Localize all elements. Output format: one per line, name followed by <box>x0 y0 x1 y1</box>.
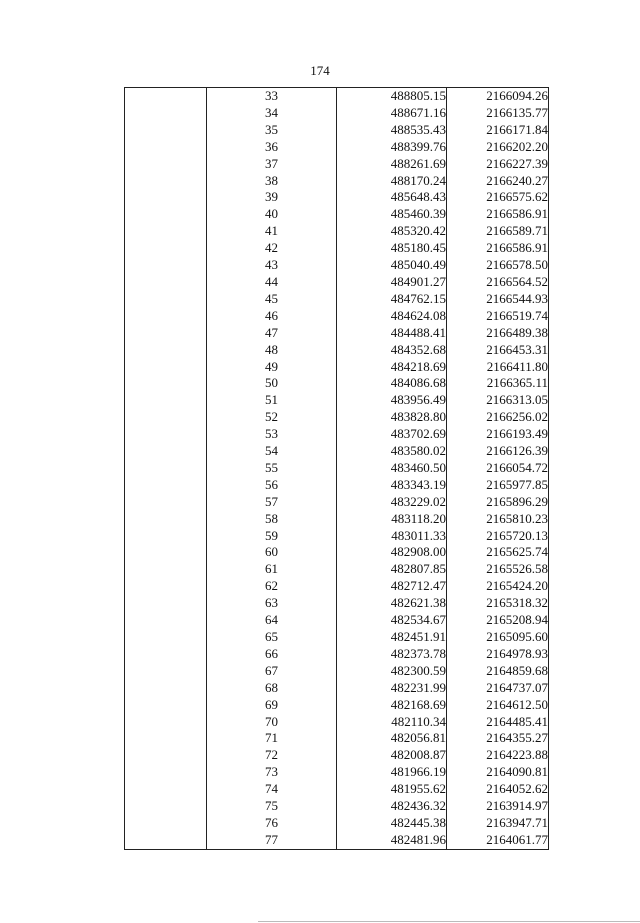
point-number-cell: 44 <box>207 274 337 291</box>
y-coordinate-cell: 2166054.72 <box>447 460 549 477</box>
y-coordinate-cell: 2166256.02 <box>447 409 549 426</box>
blank-cell <box>125 359 207 376</box>
point-number-cell: 42 <box>207 240 337 257</box>
x-coordinate-cell: 488805.15 <box>337 88 447 105</box>
point-number-cell: 39 <box>207 189 337 206</box>
x-coordinate-cell: 482231.99 <box>337 680 447 697</box>
x-coordinate-cell: 488399.76 <box>337 139 447 156</box>
y-coordinate-cell: 2166193.49 <box>447 426 549 443</box>
point-number-cell: 66 <box>207 646 337 663</box>
x-coordinate-cell: 484624.08 <box>337 308 447 325</box>
y-coordinate-cell: 2166135.77 <box>447 105 549 122</box>
table-row <box>125 511 549 528</box>
table-row <box>125 815 549 832</box>
y-coordinate-cell: 2165318.32 <box>447 595 549 612</box>
x-coordinate-cell: 484352.68 <box>337 342 447 359</box>
x-coordinate-cell: 482056.81 <box>337 730 447 747</box>
x-coordinate-cell: 482451.91 <box>337 629 447 646</box>
x-coordinate-cell: 482373.78 <box>337 646 447 663</box>
point-number-cell: 68 <box>207 680 337 697</box>
table-row <box>125 443 549 460</box>
blank-cell <box>125 798 207 815</box>
blank-cell <box>125 494 207 511</box>
y-coordinate-cell: 2165625.74 <box>447 544 549 561</box>
point-number-cell: 48 <box>207 342 337 359</box>
point-number-cell: 64 <box>207 612 337 629</box>
y-coordinate-cell: 2166094.26 <box>447 88 549 105</box>
y-coordinate-cell: 2164355.27 <box>447 730 549 747</box>
y-coordinate-cell: 2166171.84 <box>447 122 549 139</box>
blank-cell <box>125 781 207 798</box>
table-row <box>125 325 549 342</box>
blank-cell <box>125 477 207 494</box>
blank-cell <box>125 173 207 190</box>
point-number-cell: 77 <box>207 832 337 849</box>
blank-cell <box>125 578 207 595</box>
y-coordinate-cell: 2166564.52 <box>447 274 549 291</box>
point-number-cell: 69 <box>207 697 337 714</box>
x-coordinate-cell: 484488.41 <box>337 325 447 342</box>
table-row <box>125 122 549 139</box>
x-coordinate-cell: 482008.87 <box>337 747 447 764</box>
y-coordinate-cell: 2166365.11 <box>447 375 549 392</box>
blank-cell <box>125 325 207 342</box>
y-coordinate-cell: 2164061.77 <box>447 832 549 849</box>
x-coordinate-cell: 485648.43 <box>337 189 447 206</box>
blank-cell <box>125 189 207 206</box>
blank-cell <box>125 646 207 663</box>
blank-cell <box>125 612 207 629</box>
bottom-edge-line <box>258 921 640 922</box>
y-coordinate-cell: 2164612.50 <box>447 697 549 714</box>
table-row <box>125 663 549 680</box>
x-coordinate-cell: 483828.80 <box>337 409 447 426</box>
x-coordinate-cell: 484218.69 <box>337 359 447 376</box>
table-row <box>125 257 549 274</box>
blank-cell <box>125 88 207 105</box>
point-number-cell: 51 <box>207 392 337 409</box>
table-row <box>125 477 549 494</box>
table-row <box>125 781 549 798</box>
x-coordinate-cell: 483343.19 <box>337 477 447 494</box>
coordinates-table <box>124 87 549 850</box>
point-number-cell: 60 <box>207 544 337 561</box>
x-coordinate-cell: 484762.15 <box>337 291 447 308</box>
blank-cell <box>125 426 207 443</box>
y-coordinate-cell: 2166544.93 <box>447 291 549 308</box>
blank-cell <box>125 544 207 561</box>
blank-cell <box>125 511 207 528</box>
blank-cell <box>125 595 207 612</box>
point-number-cell: 54 <box>207 443 337 460</box>
x-coordinate-cell: 482481.96 <box>337 832 447 849</box>
table-row <box>125 189 549 206</box>
y-coordinate-cell: 2166202.20 <box>447 139 549 156</box>
x-coordinate-cell: 483011.33 <box>337 528 447 545</box>
x-coordinate-cell: 483702.69 <box>337 426 447 443</box>
table-row <box>125 629 549 646</box>
point-number-cell: 33 <box>207 88 337 105</box>
table-row <box>125 375 549 392</box>
x-coordinate-cell: 483580.02 <box>337 443 447 460</box>
point-number-cell: 52 <box>207 409 337 426</box>
x-coordinate-cell: 482534.67 <box>337 612 447 629</box>
y-coordinate-cell: 2166575.62 <box>447 189 549 206</box>
point-number-cell: 40 <box>207 206 337 223</box>
point-number-cell: 73 <box>207 764 337 781</box>
x-coordinate-cell: 482712.47 <box>337 578 447 595</box>
blank-cell <box>125 291 207 308</box>
table-row <box>125 680 549 697</box>
y-coordinate-cell: 2163947.71 <box>447 815 549 832</box>
point-number-cell: 76 <box>207 815 337 832</box>
table-row <box>125 595 549 612</box>
y-coordinate-cell: 2165977.85 <box>447 477 549 494</box>
y-coordinate-cell: 2166313.05 <box>447 392 549 409</box>
table-row <box>125 409 549 426</box>
x-coordinate-cell: 483229.02 <box>337 494 447 511</box>
blank-cell <box>125 105 207 122</box>
x-coordinate-cell: 488535.43 <box>337 122 447 139</box>
x-coordinate-cell: 485180.45 <box>337 240 447 257</box>
table-row <box>125 342 549 359</box>
y-coordinate-cell: 2163914.97 <box>447 798 549 815</box>
blank-cell <box>125 257 207 274</box>
x-coordinate-cell: 488261.69 <box>337 156 447 173</box>
y-coordinate-cell: 2166586.91 <box>447 206 549 223</box>
point-number-cell: 46 <box>207 308 337 325</box>
table-row <box>125 88 549 105</box>
x-coordinate-cell: 488671.16 <box>337 105 447 122</box>
y-coordinate-cell: 2164737.07 <box>447 680 549 697</box>
table-row <box>125 612 549 629</box>
y-coordinate-cell: 2166578.50 <box>447 257 549 274</box>
blank-cell <box>125 409 207 426</box>
y-coordinate-cell: 2164223.88 <box>447 747 549 764</box>
point-number-cell: 65 <box>207 629 337 646</box>
x-coordinate-cell: 482300.59 <box>337 663 447 680</box>
point-number-cell: 61 <box>207 561 337 578</box>
point-number-cell: 38 <box>207 173 337 190</box>
table-row <box>125 544 549 561</box>
table-row <box>125 646 549 663</box>
y-coordinate-cell: 2165896.29 <box>447 494 549 511</box>
table-row <box>125 494 549 511</box>
page-number: 174 <box>310 63 330 78</box>
table-row <box>125 764 549 781</box>
y-coordinate-cell: 2166489.38 <box>447 325 549 342</box>
x-coordinate-cell: 482807.85 <box>337 561 447 578</box>
blank-cell <box>125 629 207 646</box>
x-coordinate-cell: 481966.19 <box>337 764 447 781</box>
blank-cell <box>125 697 207 714</box>
y-coordinate-cell: 2164090.81 <box>447 764 549 781</box>
x-coordinate-cell: 482445.38 <box>337 815 447 832</box>
y-coordinate-cell: 2166126.39 <box>447 443 549 460</box>
blank-cell <box>125 443 207 460</box>
blank-cell <box>125 274 207 291</box>
point-number-cell: 34 <box>207 105 337 122</box>
table-row <box>125 173 549 190</box>
blank-cell <box>125 747 207 764</box>
y-coordinate-cell: 2166411.80 <box>447 359 549 376</box>
table-row <box>125 798 549 815</box>
table-row <box>125 206 549 223</box>
y-coordinate-cell: 2166586.91 <box>447 240 549 257</box>
blank-cell <box>125 714 207 731</box>
y-coordinate-cell: 2165526.58 <box>447 561 549 578</box>
table-row <box>125 359 549 376</box>
table-row <box>125 747 549 764</box>
blank-cell <box>125 815 207 832</box>
table-row <box>125 578 549 595</box>
blank-cell <box>125 730 207 747</box>
point-number-cell: 36 <box>207 139 337 156</box>
point-number-cell: 59 <box>207 528 337 545</box>
y-coordinate-cell: 2166519.74 <box>447 308 549 325</box>
point-number-cell: 43 <box>207 257 337 274</box>
point-number-cell: 71 <box>207 730 337 747</box>
table-row <box>125 223 549 240</box>
blank-cell <box>125 206 207 223</box>
point-number-cell: 63 <box>207 595 337 612</box>
point-number-cell: 41 <box>207 223 337 240</box>
y-coordinate-cell: 2166240.27 <box>447 173 549 190</box>
blank-cell <box>125 392 207 409</box>
point-number-cell: 37 <box>207 156 337 173</box>
blank-cell <box>125 680 207 697</box>
table-row <box>125 291 549 308</box>
blank-cell <box>125 375 207 392</box>
blank-cell <box>125 663 207 680</box>
y-coordinate-cell: 2164052.62 <box>447 781 549 798</box>
point-number-cell: 47 <box>207 325 337 342</box>
point-number-cell: 35 <box>207 122 337 139</box>
x-coordinate-cell: 482908.00 <box>337 544 447 561</box>
blank-cell <box>125 460 207 477</box>
x-coordinate-cell: 484086.68 <box>337 375 447 392</box>
table-row <box>125 240 549 257</box>
table-row <box>125 714 549 731</box>
y-coordinate-cell: 2165424.20 <box>447 578 549 595</box>
blank-cell <box>125 156 207 173</box>
table-row <box>125 105 549 122</box>
point-number-cell: 50 <box>207 375 337 392</box>
point-number-cell: 70 <box>207 714 337 731</box>
point-number-cell: 74 <box>207 781 337 798</box>
point-number-cell: 58 <box>207 511 337 528</box>
point-number-cell: 72 <box>207 747 337 764</box>
y-coordinate-cell: 2165810.23 <box>447 511 549 528</box>
point-number-cell: 57 <box>207 494 337 511</box>
x-coordinate-cell: 484901.27 <box>337 274 447 291</box>
point-number-cell: 62 <box>207 578 337 595</box>
table-row <box>125 832 549 849</box>
table-row <box>125 139 549 156</box>
x-coordinate-cell: 485460.39 <box>337 206 447 223</box>
blank-cell <box>125 832 207 849</box>
table-row <box>125 528 549 545</box>
blank-cell <box>125 223 207 240</box>
y-coordinate-cell: 2164485.41 <box>447 714 549 731</box>
table-row <box>125 274 549 291</box>
y-coordinate-cell: 2165720.13 <box>447 528 549 545</box>
blank-cell <box>125 528 207 545</box>
x-coordinate-cell: 483460.50 <box>337 460 447 477</box>
table-row <box>125 460 549 477</box>
point-number-cell: 49 <box>207 359 337 376</box>
x-coordinate-cell: 482436.32 <box>337 798 447 815</box>
blank-cell <box>125 240 207 257</box>
y-coordinate-cell: 2165095.60 <box>447 629 549 646</box>
x-coordinate-cell: 482110.34 <box>337 714 447 731</box>
table-row <box>125 156 549 173</box>
x-coordinate-cell: 485040.49 <box>337 257 447 274</box>
table-row <box>125 697 549 714</box>
point-number-cell: 56 <box>207 477 337 494</box>
table-row <box>125 730 549 747</box>
point-number-cell: 45 <box>207 291 337 308</box>
table-row <box>125 426 549 443</box>
point-number-cell: 55 <box>207 460 337 477</box>
y-coordinate-cell: 2166227.39 <box>447 156 549 173</box>
blank-cell <box>125 764 207 781</box>
x-coordinate-cell: 482168.69 <box>337 697 447 714</box>
table-row <box>125 308 549 325</box>
x-coordinate-cell: 481955.62 <box>337 781 447 798</box>
x-coordinate-cell: 488170.24 <box>337 173 447 190</box>
blank-cell <box>125 342 207 359</box>
blank-cell <box>125 561 207 578</box>
x-coordinate-cell: 482621.38 <box>337 595 447 612</box>
blank-cell <box>125 122 207 139</box>
blank-cell <box>125 308 207 325</box>
y-coordinate-cell: 2166589.71 <box>447 223 549 240</box>
y-coordinate-cell: 2166453.31 <box>447 342 549 359</box>
x-coordinate-cell: 483118.20 <box>337 511 447 528</box>
point-number-cell: 53 <box>207 426 337 443</box>
table-row <box>125 392 549 409</box>
point-number-cell: 67 <box>207 663 337 680</box>
coordinates-table-body <box>125 88 549 850</box>
y-coordinate-cell: 2164859.68 <box>447 663 549 680</box>
blank-cell <box>125 139 207 156</box>
x-coordinate-cell: 485320.42 <box>337 223 447 240</box>
y-coordinate-cell: 2164978.93 <box>447 646 549 663</box>
y-coordinate-cell: 2165208.94 <box>447 612 549 629</box>
point-number-cell: 75 <box>207 798 337 815</box>
x-coordinate-cell: 483956.49 <box>337 392 447 409</box>
table-row <box>125 561 549 578</box>
